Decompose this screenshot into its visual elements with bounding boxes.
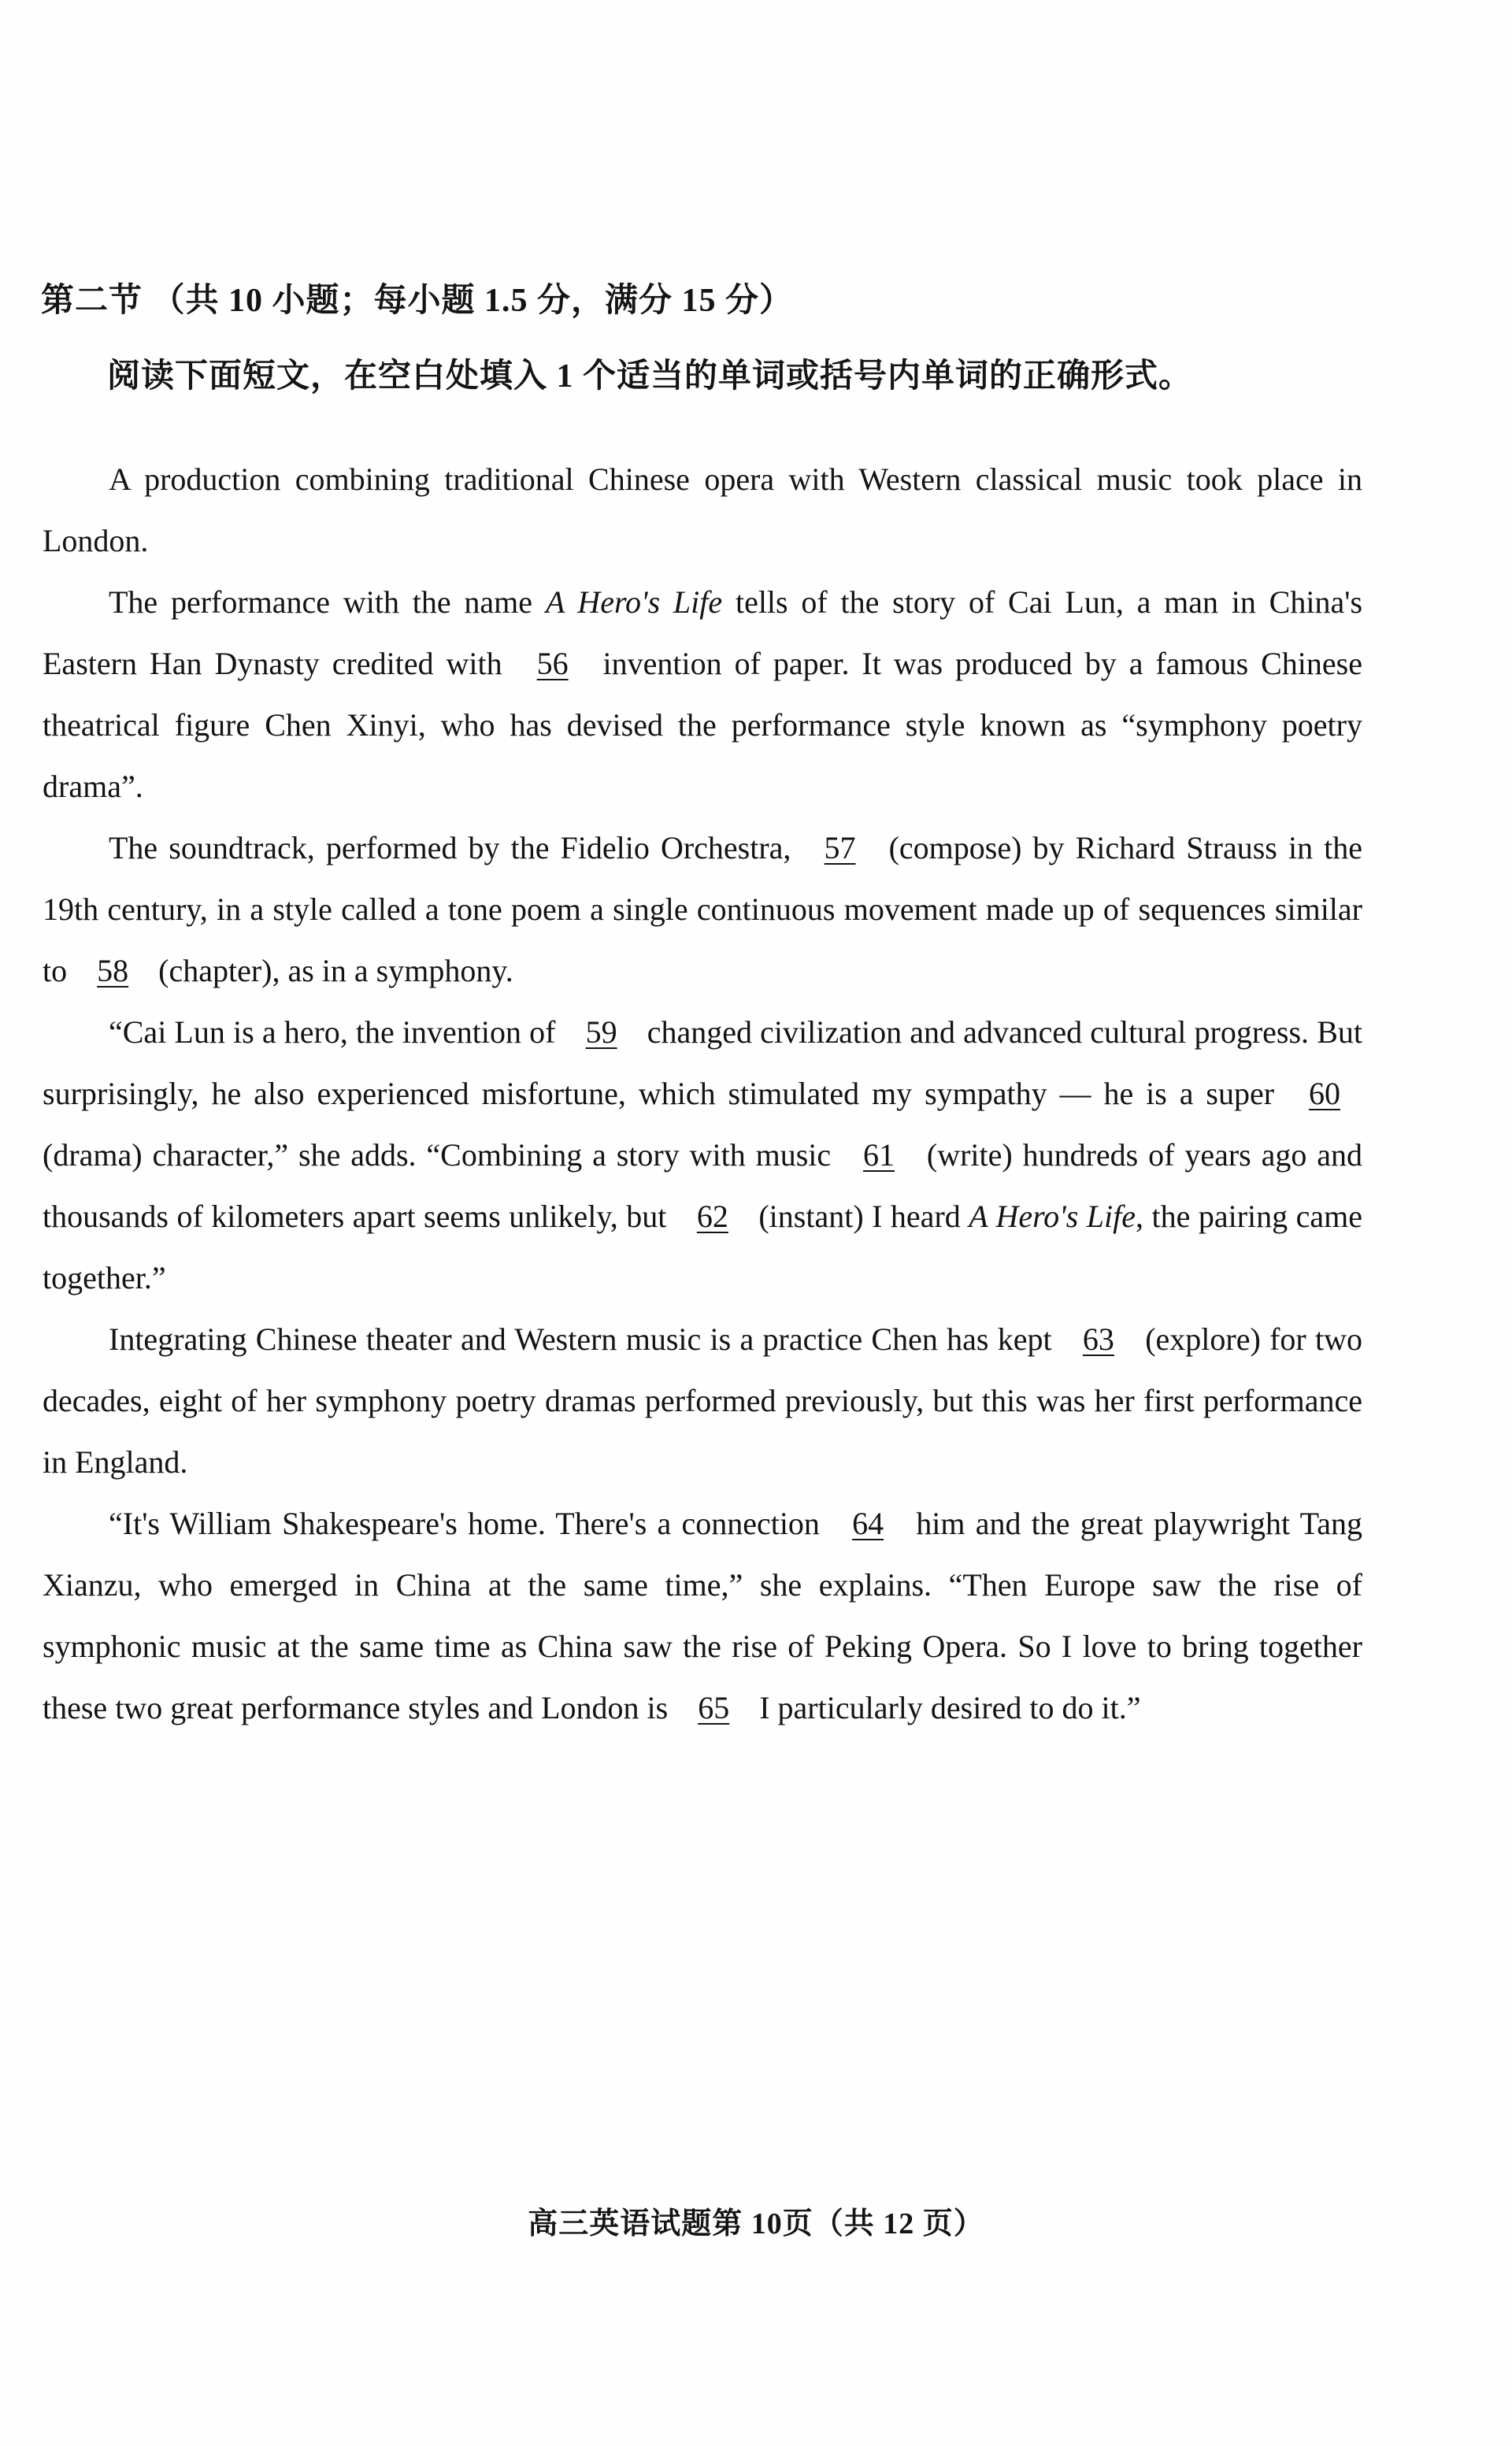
- page-footer: 高三英语试题第 10页（共 12 页）: [528, 2207, 984, 2240]
- blank-65: 65: [698, 1690, 730, 1725]
- blank-63: 63: [1082, 1321, 1114, 1357]
- paragraph-3-text-3: (chapter), as in a symphony.: [150, 953, 513, 988]
- paragraph-2-text-2: tells of the story of Cai Lun, a man in China's Eastern Han Dynasty credited with: [43, 584, 1363, 681]
- blank-59: 59: [585, 1014, 617, 1050]
- paragraph-6-text-1: “It's William Shakespeare's home. There's a connection: [109, 1506, 831, 1541]
- paragraph-4-text-1: “Cai Lun is a hero, the invention of: [109, 1014, 564, 1050]
- blank-64: 64: [852, 1506, 884, 1541]
- paragraph-6: [43, 1493, 1362, 1739]
- paragraph-1-text: A production combining traditional Chinese opera with Western classical music took place in London.: [43, 461, 1362, 558]
- paragraph-4-text-5: (instant) I heard: [750, 1199, 969, 1234]
- blank-57: 57: [824, 830, 856, 865]
- paragraph-6-text-3: I particularly desired to do it.”: [751, 1690, 1141, 1725]
- work-title: A Hero's Life: [545, 584, 723, 620]
- paragraph-4-text-2: changed civilization and advanced cultural progress. But surprisingly, he also experienced misfortune, which stimulated my sympathy — he is a super: [43, 1014, 1362, 1111]
- paragraph-3: [43, 817, 1362, 1002]
- paragraph-1: [43, 449, 1362, 572]
- paragraph-3-text-2: (compose) by Richard Strauss in the 19th century, in a style called a tone poem a single continuous movement made up of sequences similar to: [43, 830, 1363, 988]
- work-title: A Hero's Life: [969, 1199, 1136, 1234]
- blank-61: 61: [863, 1137, 895, 1173]
- blank-60: 60: [1309, 1076, 1340, 1111]
- paragraph-5-text-2: (explore) for two decades, eight of her symphony poetry dramas performed previously, but this was her first performance in England.: [43, 1321, 1362, 1480]
- paragraph-5: [43, 1309, 1362, 1493]
- paragraph-2-text-1: The performance with the name: [109, 584, 546, 620]
- blank-58: 58: [97, 953, 129, 988]
- paragraph-4: [43, 1002, 1362, 1309]
- blank-56: 56: [536, 646, 569, 681]
- reading-passage: [43, 449, 1362, 1739]
- paragraph-4-text-6: , the pairing came together.”: [43, 1199, 1362, 1295]
- blank-62: 62: [696, 1199, 728, 1234]
- paragraph-5-text-1: Integrating Chinese theater and Western music is a practice Chen has kept: [109, 1321, 1061, 1357]
- paragraph-2: [43, 572, 1362, 817]
- section-instructions: 阅读下面短文，在空白处填入 1 个适当的单词或括号内单词的正确形式。: [107, 358, 1193, 395]
- paragraph-4-text-4: (write) hundreds of years ago and thousands of kilometers apart seems unlikely, but: [43, 1137, 1362, 1234]
- paragraph-2-text-3: invention of paper. It was produced by a famous Chinese theatrical figure Chen Xinyi, who has devised the performance style known as “symphony poetry drama”.: [43, 646, 1362, 804]
- paragraph-4-text-3: (drama) character,” she adds. “Combining a story with music: [43, 1137, 842, 1173]
- paragraph-3-text-1: The soundtrack, performed by the Fidelio Orchestra,: [109, 830, 802, 865]
- section-heading: 第二节 （共 10 小题；每小题 1.5 分，满分 15 分）: [41, 283, 794, 319]
- paragraph-6-text-2: him and the great playwright Tang Xianzu, who emerged in China at the same time,” she explains. “Then Europe saw the rise of symphonic music at the same time as China saw the rise of Peking Opera. So I love to bring together these two great performance styles and London is: [43, 1506, 1363, 1725]
